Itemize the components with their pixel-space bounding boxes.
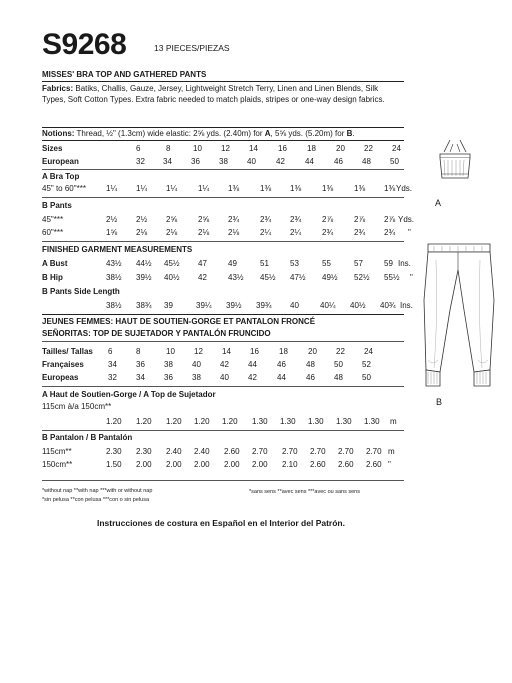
size-cell: 18 xyxy=(307,144,316,153)
francaises-cell: 36 xyxy=(136,360,145,369)
bust-cell: 49 xyxy=(228,259,237,268)
francaises-cell: 40 xyxy=(192,360,201,369)
bra-top-cell: 1⅜ xyxy=(384,184,396,193)
european-cell: 38 xyxy=(219,157,228,166)
fabrics-label: Fabrics: xyxy=(42,84,74,93)
tailles-cell: 14 xyxy=(222,347,231,356)
pants-cell: 2¾ xyxy=(260,215,272,224)
pants-cell: 2¾ xyxy=(354,228,366,237)
hip-label: B Hip xyxy=(42,273,63,282)
pantalon-cell: 2.00 xyxy=(252,460,268,469)
european-cell: 34 xyxy=(163,157,172,166)
footnote-spanish: *sin pelusa **con pelusa ***con o sin pelusa xyxy=(42,497,150,503)
pantalon-cell: 2.10 xyxy=(282,460,298,469)
pants-width: 45"*** xyxy=(42,215,64,224)
bra-top-cell: 1⅜ xyxy=(228,184,240,193)
francaises-cell: 46 xyxy=(277,360,286,369)
spanish-title: SEÑORITAS: TOP DE SUJETADOR Y PANTALÓN FRUNCIDO xyxy=(42,329,271,338)
side-length-cell: 39 xyxy=(164,301,173,310)
hip-cell: 39½ xyxy=(136,273,152,282)
bust-cell: 44½ xyxy=(136,259,152,268)
pants-cell: 2⅝ xyxy=(198,215,210,224)
bra-top-cell: 1¼ xyxy=(106,184,118,193)
size-cell: 16 xyxy=(278,144,287,153)
pattern-title: MISSES' BRA TOP AND GATHERED PANTS xyxy=(42,70,207,79)
pants-cell: 2¾ xyxy=(384,228,396,237)
bra-top-unit: Yds. xyxy=(396,184,413,193)
pants-cell: 2⅝ xyxy=(166,215,178,224)
europeas-cell: 48 xyxy=(334,373,343,382)
bust-cell: 51 xyxy=(260,259,269,268)
pants-cell: 2⅛ xyxy=(136,228,148,237)
europeas-cell: 40 xyxy=(220,373,229,382)
pants-unit: " xyxy=(408,228,411,237)
hip-cell: 40½ xyxy=(164,273,180,282)
divider xyxy=(42,241,404,242)
bra-top-cell: 1¼ xyxy=(198,184,210,193)
francaises-cell: 34 xyxy=(108,360,117,369)
size-cell: 12 xyxy=(221,144,230,153)
pantalon-width: 115cm** xyxy=(42,447,72,456)
francaises-cell: 38 xyxy=(164,360,173,369)
bra-top-illustration xyxy=(420,138,490,198)
divider xyxy=(42,197,404,198)
hip-cell: 47½ xyxy=(290,273,306,282)
europeas-label: Europeas xyxy=(42,373,79,382)
side-length-cell: 40¼ xyxy=(320,301,336,310)
tailles-cell: 18 xyxy=(279,347,288,356)
pants-cell: 2¾ xyxy=(228,215,240,224)
size-cell: 6 xyxy=(136,144,141,153)
haut-cell: 1.20 xyxy=(222,417,238,426)
pants-cell: 2¼ xyxy=(260,228,272,237)
footnote-english: *without nap **with nap ***with or without nap xyxy=(42,488,153,494)
haut-cell: 1.30 xyxy=(364,417,380,426)
francaises-cell: 42 xyxy=(220,360,229,369)
tailles-cell: 8 xyxy=(136,347,141,356)
bust-cell: 43½ xyxy=(106,259,122,268)
bra-top-width: 45" to 60"*** xyxy=(42,184,86,193)
tailles-cell: 22 xyxy=(336,347,345,356)
bra-top-title: A Bra Top xyxy=(42,172,80,181)
pants-cell: 2⅞ xyxy=(384,215,396,224)
tailles-cell: 12 xyxy=(194,347,203,356)
pantalon-cell: 2.00 xyxy=(224,460,240,469)
francaises-cell: 50 xyxy=(334,360,343,369)
bust-cell: 57 xyxy=(354,259,363,268)
haut-cell: 1.30 xyxy=(280,417,296,426)
bust-cell: 59 xyxy=(384,259,393,268)
francaises-cell: 52 xyxy=(362,360,371,369)
figure-a-label: A xyxy=(435,198,442,208)
pants-cell: 2⅛ xyxy=(228,228,240,237)
pieces-count: 13 PIECES/PIEZAS xyxy=(154,43,230,53)
notions-text: Thread, ½" (1.3cm) wide elastic: 2⅝ yds. (2.40m) for xyxy=(76,129,265,138)
footnote-french: *sans sens **avec sens ***avec ou sans sens xyxy=(249,489,360,495)
bra-top-cell: 1⅜ xyxy=(354,184,366,193)
pants-unit: Yds. xyxy=(398,215,415,224)
hip-cell: 43½ xyxy=(228,273,244,282)
divider xyxy=(42,127,404,128)
pantalon-cell: 2.30 xyxy=(106,447,122,456)
side-length-cell: 39½ xyxy=(226,301,242,310)
pants-cell: 2½ xyxy=(136,215,148,224)
bust-cell: 53 xyxy=(290,259,299,268)
european-cell: 50 xyxy=(390,157,399,166)
francaises-cell: 48 xyxy=(306,360,315,369)
pants-cell: 2¼ xyxy=(290,228,302,237)
pantalon-cell: 2.70 xyxy=(366,447,382,456)
notions-a: A xyxy=(264,129,271,138)
haut-cell: 1.30 xyxy=(252,417,268,426)
size-cell: 24 xyxy=(392,144,401,153)
european-cell: 44 xyxy=(305,157,314,166)
tailles-cell: 6 xyxy=(108,347,113,356)
europeas-cell: 36 xyxy=(164,373,173,382)
side-length-cell: 38½ xyxy=(106,301,122,310)
bra-top-cell: 1⅜ xyxy=(322,184,334,193)
notions-line xyxy=(42,129,355,139)
pantalon-cell: 2.00 xyxy=(166,460,182,469)
francaises-label: Françaises xyxy=(42,360,84,369)
pattern-code: S9268 xyxy=(42,28,127,61)
pantalon-title: B Pantalon / B Pantalón xyxy=(42,433,133,442)
haut-cell: 1.20 xyxy=(136,417,152,426)
pantalon-cell: 2.00 xyxy=(194,460,210,469)
divider xyxy=(42,480,404,481)
hip-cell: 45½ xyxy=(260,273,276,282)
hip-cell: 55½ xyxy=(384,273,400,282)
size-cell: 8 xyxy=(166,144,171,153)
haut-width: 115cm à/a 150cm** xyxy=(42,402,112,411)
european-cell: 42 xyxy=(276,157,285,166)
haut-title: A Haut de Soutien-Gorge / A Top de Sujetador xyxy=(42,390,216,399)
bra-top-cell: 1⅜ xyxy=(290,184,302,193)
pants-cell: 2¾ xyxy=(322,228,334,237)
notions-end: . xyxy=(352,129,355,138)
side-length-cell: 40¾ xyxy=(380,301,396,310)
bust-label: A Bust xyxy=(42,259,68,268)
size-cell: 14 xyxy=(249,144,258,153)
french-title: JEUNES FEMMES: HAUT DE SOUTIEN-GORGE ET PANTALON FRONCÉ xyxy=(42,317,316,326)
divider xyxy=(42,169,404,170)
hip-cell: 52½ xyxy=(354,273,370,282)
bust-cell: 45½ xyxy=(164,259,180,268)
pants-cell: 2¾ xyxy=(290,215,302,224)
haut-cell: 1.30 xyxy=(308,417,324,426)
european-cell: 40 xyxy=(247,157,256,166)
pants-title: B Pants xyxy=(42,201,72,210)
tailles-cell: 20 xyxy=(308,347,317,356)
europeas-cell: 50 xyxy=(362,373,371,382)
pantalon-cell: 2.70 xyxy=(282,447,298,456)
notions-mid: , 5⅝ yds. (5.20m) for xyxy=(270,129,347,138)
pants-cell: 2⅛ xyxy=(166,228,178,237)
size-cell: 20 xyxy=(336,144,345,153)
bust-cell: 47 xyxy=(198,259,207,268)
side-length-cell: 39¾ xyxy=(256,301,272,310)
european-cell: 48 xyxy=(362,157,371,166)
pants-width: 60"*** xyxy=(42,228,64,237)
europeas-cell: 38 xyxy=(192,373,201,382)
pants-cell: 2½ xyxy=(106,215,118,224)
haut-cell: 1.20 xyxy=(106,417,122,426)
size-cell: 22 xyxy=(364,144,373,153)
fabrics-paragraph xyxy=(42,84,402,105)
european-label: European xyxy=(42,157,79,166)
side-length-title: B Pants Side Length xyxy=(42,287,120,296)
side-length-cell: 38¾ xyxy=(136,301,152,310)
european-cell: 36 xyxy=(191,157,200,166)
pantalon-cell: 1.50 xyxy=(106,460,122,469)
pantalon-cell: 2.40 xyxy=(194,447,210,456)
bust-cell: 55 xyxy=(322,259,331,268)
tailles-cell: 10 xyxy=(166,347,175,356)
pantalon-cell: 2.40 xyxy=(166,447,182,456)
pantalon-unit: m xyxy=(388,447,395,456)
europeas-cell: 46 xyxy=(306,373,315,382)
divider xyxy=(42,314,404,315)
hip-cell: 49½ xyxy=(322,273,338,282)
francaises-cell: 44 xyxy=(248,360,257,369)
pantalon-cell: 2.00 xyxy=(136,460,152,469)
hip-unit: " xyxy=(410,273,413,282)
pantalon-cell: 2.60 xyxy=(366,460,382,469)
pantalon-width: 150cm** xyxy=(42,460,73,469)
pants-cell: 2⅛ xyxy=(198,228,210,237)
side-length-cell: 39¼ xyxy=(196,301,212,310)
bra-top-cell: 1¼ xyxy=(166,184,178,193)
haut-cell: 1.30 xyxy=(336,417,352,426)
finished-title: FINISHED GARMENT MEASUREMENTS xyxy=(42,245,193,254)
figure-b-label: B xyxy=(436,397,443,407)
europeas-cell: 32 xyxy=(108,373,117,382)
pantalon-cell: 2.70 xyxy=(338,447,354,456)
pantalon-cell: 2.70 xyxy=(310,447,326,456)
europeas-cell: 44 xyxy=(277,373,286,382)
divider xyxy=(42,140,404,141)
europeas-cell: 42 xyxy=(248,373,257,382)
hip-cell: 42 xyxy=(198,273,207,282)
sizes-label: Sizes xyxy=(42,144,63,153)
haut-cell: 1.20 xyxy=(166,417,182,426)
pantalon-cell: 2.30 xyxy=(136,447,152,456)
divider xyxy=(42,341,404,342)
european-cell: 46 xyxy=(334,157,343,166)
europeas-cell: 34 xyxy=(136,373,145,382)
tailles-label: Tailles/ Tallas xyxy=(42,347,93,356)
divider xyxy=(42,386,404,387)
side-length-cell: 40 xyxy=(290,301,299,310)
pantalon-cell: 2.60 xyxy=(224,447,240,456)
side-length-cell: 40½ xyxy=(350,301,366,310)
notions-label: Notions: xyxy=(42,129,75,138)
european-cell: 32 xyxy=(136,157,145,166)
pants-illustration xyxy=(420,240,500,395)
divider xyxy=(42,81,404,82)
fabrics-text: Batiks, Challis, Gauze, Jersey, Lightweight Stretch Terry, Linen and Linen Blends, Silk Types, Soft Cotton Types. Extra fabric needed to match plaids, stripes or one-way design fabrics. xyxy=(42,84,385,104)
notions-b: B xyxy=(346,129,353,138)
divider xyxy=(42,430,404,431)
tailles-cell: 16 xyxy=(250,347,259,356)
side-length-unit: Ins. xyxy=(400,301,413,310)
size-cell: 10 xyxy=(193,144,202,153)
bra-top-cell: 1¼ xyxy=(136,184,148,193)
pants-cell: 2⅞ xyxy=(354,215,366,224)
pantalon-cell: 2.60 xyxy=(310,460,326,469)
pantalon-cell: 2.60 xyxy=(338,460,354,469)
spanish-instructions-note: Instrucciones de costura en Español en el Interior del Patrón. xyxy=(97,518,345,528)
pantalon-unit: " xyxy=(388,460,391,469)
pants-cell: 2⅞ xyxy=(322,215,334,224)
pantalon-cell: 2.70 xyxy=(252,447,268,456)
hip-cell: 38½ xyxy=(106,273,122,282)
bust-unit: Ins. xyxy=(398,259,411,268)
bra-top-cell: 1⅜ xyxy=(260,184,272,193)
haut-cell: 1.20 xyxy=(194,417,210,426)
haut-unit: m xyxy=(390,417,397,426)
tailles-cell: 24 xyxy=(364,347,373,356)
pants-cell: 1⅝ xyxy=(106,228,118,237)
